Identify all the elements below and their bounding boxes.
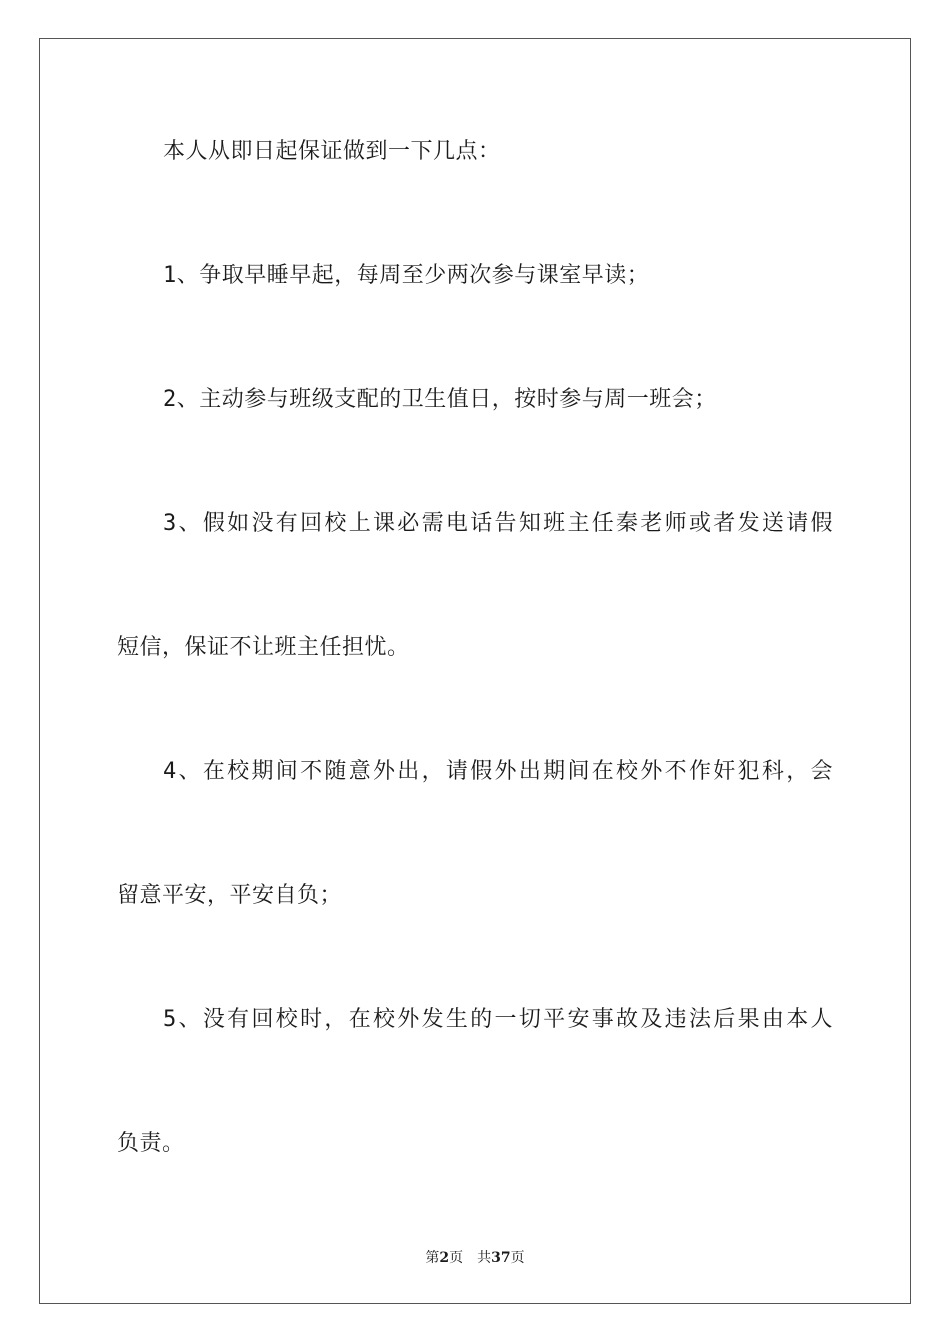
footer-page-number: 2 [439, 1250, 450, 1266]
footer-page-suffix: 页 [449, 1250, 464, 1266]
text-line-item-1: 1、争取早睡早起，每周至少两次参与课室早读； [163, 263, 650, 288]
page-footer [0, 1248, 950, 1268]
footer-total-suffix: 页 [510, 1250, 525, 1266]
text-line-item-4-cont: 留意平安，平安自负； [117, 883, 343, 908]
page-frame [39, 38, 911, 1304]
footer-page-prefix: 第 [425, 1250, 440, 1266]
footer-total-pages: 37 [491, 1250, 511, 1266]
footer-total-prefix: 共 [477, 1250, 492, 1266]
text-line-item-5-cont: 负责。 [117, 1131, 185, 1156]
text-line-item-3: 3、假如没有回校上课必需电话告知班主任秦老师或者发送请假 [163, 511, 833, 536]
text-line-item-4: 4、在校期间不随意外出，请假外出期间在校外不作奸犯科，会 [163, 759, 833, 784]
text-line-item-5: 5、没有回校时，在校外发生的一切平安事故及违法后果由本人 [163, 1007, 833, 1032]
text-line-item-2: 2、主动参与班级支配的卫生值日，按时参与周一班会； [163, 387, 717, 412]
text-line-item-3-cont: 短信，保证不让班主任担忧。 [117, 635, 410, 660]
text-line-intro: 本人从即日起保证做到一下几点： [163, 139, 501, 164]
